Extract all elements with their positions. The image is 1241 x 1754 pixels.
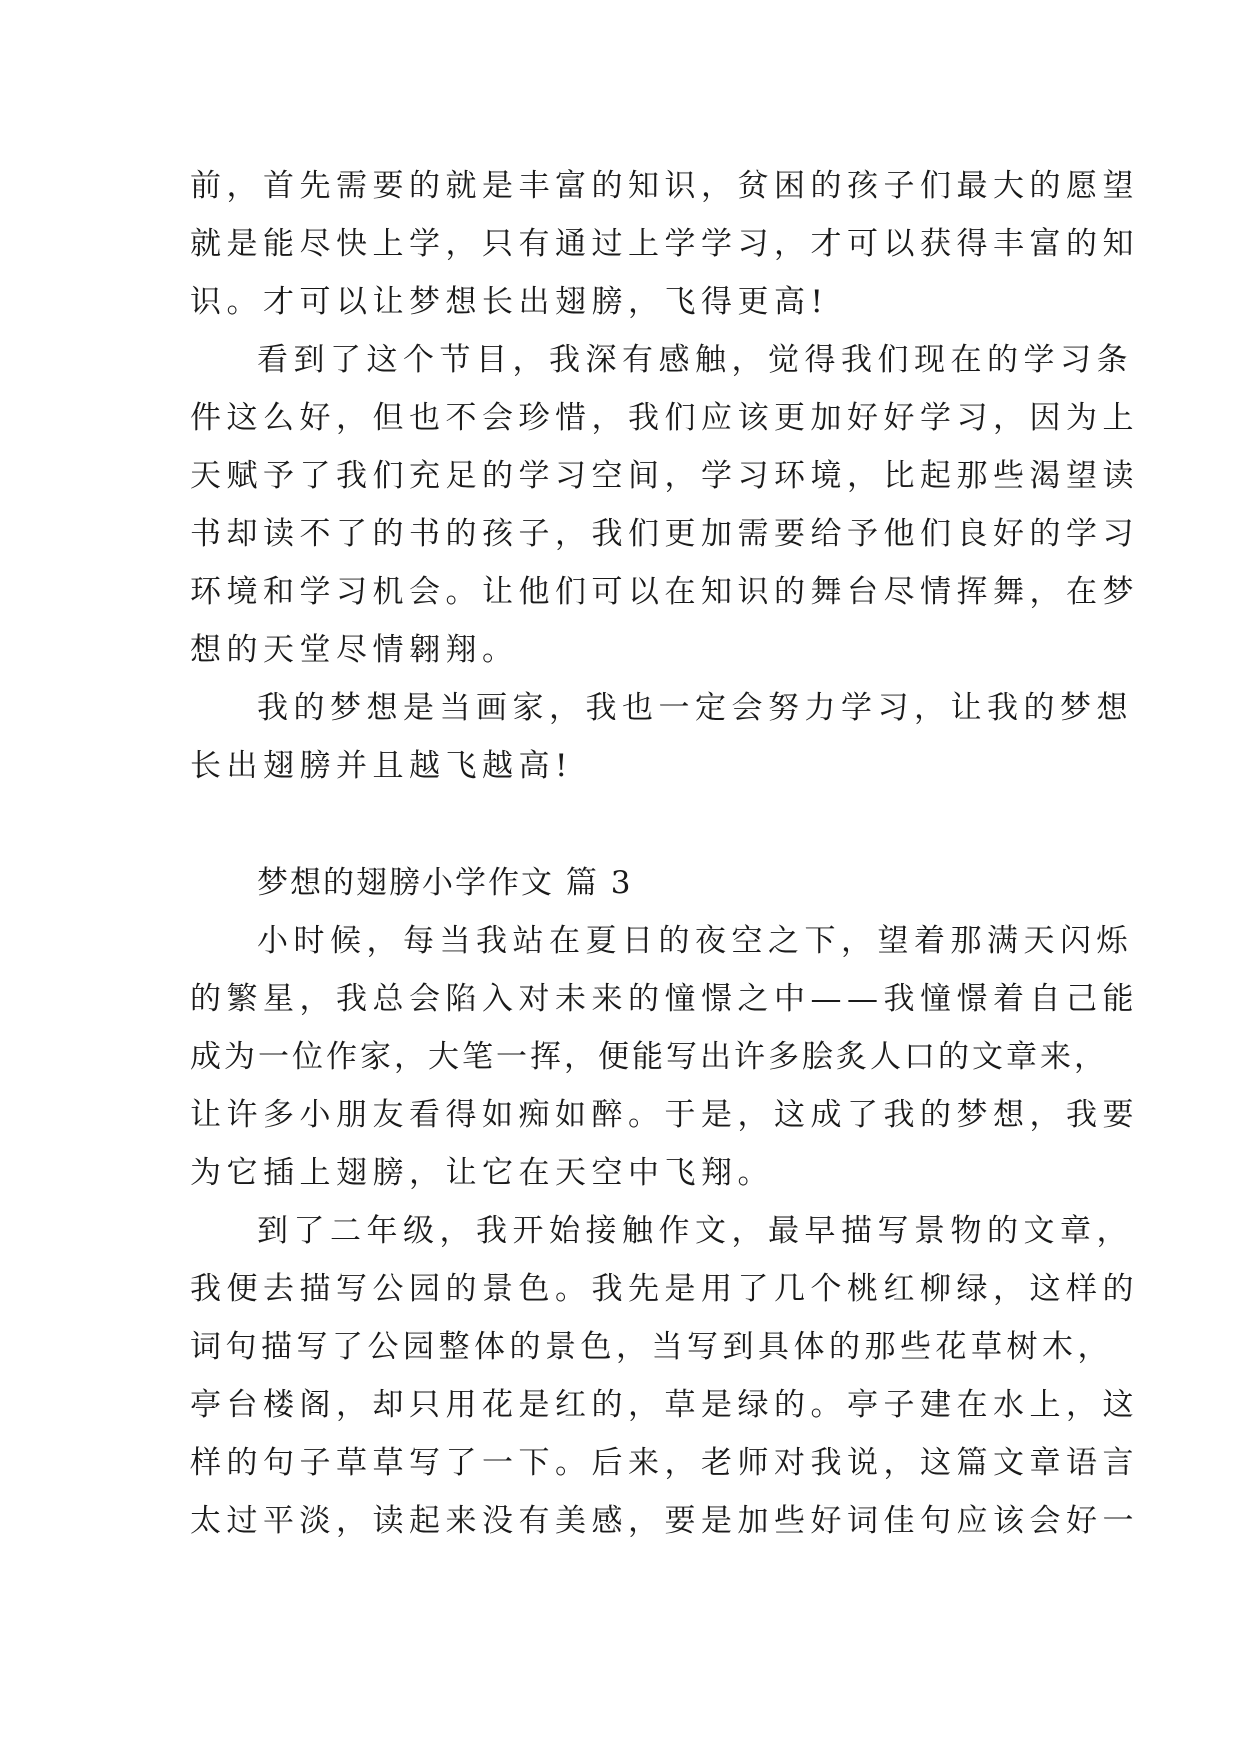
text-line: 成为一位作家，大笔一挥，便能写出许多脍炙人口的文章来，: [190, 1039, 1108, 1075]
text-line: 看到了这个节目，我深有感触，觉得我们现在的学习条: [257, 342, 1133, 378]
text-line: 到了二年级，我开始接触作文，最早描写景物的文章，: [257, 1213, 1133, 1249]
text-line: 小时候，每当我站在夏日的夜空之下，望着那满天闪烁: [257, 923, 1133, 959]
text-line: 太过平淡，读起来没有美感，要是加些好词佳句应该会好一: [190, 1503, 1139, 1539]
text-line: 我的梦想是当画家，我也一定会努力学习，让我的梦想: [257, 690, 1133, 726]
section-heading: 梦想的翅膀小学作文 篇 3: [257, 865, 633, 901]
text-line: 件这么好，但也不会珍惜，我们应该更加好好学习，因为上: [190, 400, 1139, 436]
text-line: 想的天堂尽情翱翔。: [190, 632, 519, 668]
text-line: 样的句子草草写了一下。后来，老师对我说，这篇文章语言: [190, 1445, 1139, 1481]
text-line: 环境和学习机会。让他们可以在知识的舞台尽情挥舞，在梦: [190, 574, 1139, 610]
text-line: 识。才可以让梦想长出翅膀，飞得更高!: [190, 284, 829, 320]
text-line: 前，首先需要的就是丰富的知识，贫困的孩子们最大的愿望: [190, 168, 1139, 204]
text-line: 就是能尽快上学，只有通过上学学习，才可以获得丰富的知: [190, 226, 1139, 262]
text-line: 书却读不了的书的孩子，我们更加需要给予他们良好的学习: [190, 516, 1139, 552]
text-line: 亭台楼阁，却只用花是红的，草是绿的。亭子建在水上，这: [190, 1387, 1139, 1423]
text-line: 词句描写了公园整体的景色，当写到具体的那些花草树木，: [190, 1329, 1113, 1365]
text-line: 我便去描写公园的景色。我先是用了几个桃红柳绿，这样的: [190, 1271, 1139, 1307]
text-line: 长出翅膀并且越飞越高!: [190, 748, 573, 784]
text-line: 为它插上翅膀，让它在天空中飞翔。: [190, 1155, 774, 1191]
text-line: 天赋予了我们充足的学习空间，学习环境，比起那些渴望读: [190, 458, 1139, 494]
text-line: 让许多小朋友看得如痴如醉。于是，这成了我的梦想，我要: [190, 1097, 1139, 1133]
text-line: 的繁星，我总会陷入对未来的憧憬之中——我憧憬着自己能: [190, 981, 1139, 1017]
